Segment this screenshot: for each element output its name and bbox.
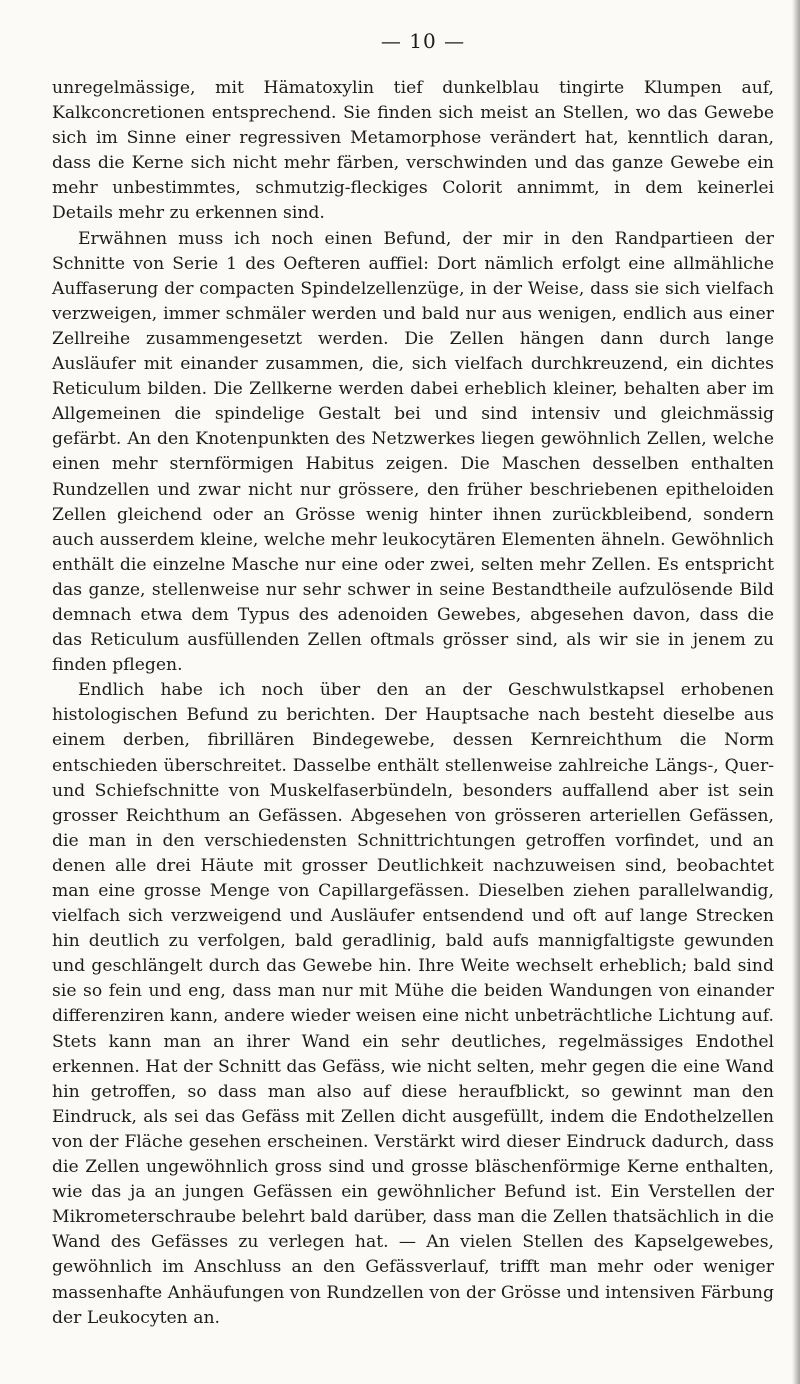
page-edge-shadow bbox=[792, 0, 800, 1384]
book-page bbox=[52, 28, 774, 1331]
paragraph-1: unregelmässige, mit Hämatoxylin tief dunkelblau tingirte Klumpen auf, Kalkconcretionen entsprechend. Sie finden sich meist an Stellen, wo das Gewebe sich im Sinne einer regressiven Metamorphose verändert hat, kenntlich daran, dass die Kerne sich nicht mehr färben, verschwinden und das ganze Gewebe ein mehr unbestimmtes, schmutzig-fleckiges Colorit annimmt, in dem keinerlei Details mehr zu erkennen sind. bbox=[52, 78, 774, 224]
paragraph-3: Endlich habe ich noch über den an der Geschwulstkapsel erhobenen histologischen Befund zu berichten. Der Hauptsache nach besteht dieselbe aus einem derben, fibrillären Bindegewebe, dessen Kernreichthum die Norm entschieden überschreitet. Dasselbe enthält stellenweise zahlreiche Längs-, Quer- und Schiefschnitte von Muskelfaserbündeln, besonders auffallend aber ist sein grosser Reichthum an Gefässen. Abgesehen von grösseren arteriellen Gefässen, die man in den verschiedensten Schnittrichtungen getroffen vorfindet, und an denen alle drei Häute mit grosser Deutlichkeit nachzuweisen sind, beobachtet man eine grosse Menge von Capillargefässen. Dieselben ziehen parallelwandig, vielfach sich verzweigend und Ausläufer entsendend und oft auf lange Strecken hin deutlich zu verfolgen, bald geradlinig, bald aufs mannigfaltigste gewunden und geschlängelt durch das Gewebe hin. Ihre Weite wechselt erheblich; bald sind sie so fein und eng, dass man nur mit Mühe die beiden Wandungen von einander differenziren kann, andere wieder weisen eine nicht unbeträchtliche Lichtung auf. Stets kann man an ihrer Wand ein sehr deutliches, regelmässiges Endothel erkennen. Hat der Schnitt das Gefäss, wie nicht selten, mehr gegen die eine Wand hin getroffen, so dass man also auf diese heraufblickt, so gewinnt man den Eindruck, als sei das Gefäss mit Zellen dicht ausgefüllt, indem die Endothelzellen von der Fläche gesehen erscheinen. Verstärkt wird dieser Eindruck dadurch, dass die Zellen ungewöhnlich gross sind und grosse bläschenförmige Kerne enthalten, wie das ja an jungen Gefässen ein gewöhnlicher Befund ist. Ein Verstellen der Mikrometerschraube belehrt bald darüber, dass man die Zellen thatsächlich in die Wand des Gefässes zu verlegen hat. — An vielen Stellen des Kapselgewebes, gewöhnlich im Anschluss an den Gefässverlauf, trifft man mehr oder weniger massenhafte Anhäufungen von Rundzellen von der Grösse und intensiven Färbung der Leukocyten an. bbox=[52, 680, 774, 1328]
page-number: — 10 — bbox=[380, 29, 466, 53]
body-text bbox=[52, 76, 774, 1331]
paragraph-2: Erwähnen muss ich noch einen Befund, der mir in den Randpartieen der Schnitte von Serie 1 des Oefteren auffiel: Dort nämlich erfolgt eine allmähliche Auffaserung der compacten Spindelzellenzüge, in der Weise, dass sie sich vielfach verzweigen, immer schmäler werden und bald nur aus wenigen, endlich aus einer Zellreihe zusammengesetzt werden. Die Zellen hängen dann durch lange Ausläufer mit einander zusammen, die, sich vielfach durchkreuzend, ein dichtes Reticulum bilden. Die Zellkerne werden dabei erheblich kleiner, behalten aber im Allgemeinen die spindelige Gestalt bei und sind intensiv und gleichmässig gefärbt. An den Knotenpunkten des Netzwerkes liegen gewöhnlich Zellen, welche einen mehr sternförmigen Habitus zeigen. Die Maschen desselben enthalten Rundzellen und zwar nicht nur grössere, den früher beschriebenen epitheloiden Zellen gleichend oder an Grösse wenig hinter ihnen zurückbleibend, sondern auch ausserdem kleine, welche mehr leukocytären Elementen ähneln. Gewöhnlich enthält die einzelne Masche nur eine oder zwei, selten mehr Zellen. Es entspricht das ganze, stellenweise nur sehr schwer in seine Bestandtheile aufzulösende Bild demnach etwa dem Typus des adenoiden Gewebes, abgesehen davon, dass die das Reticulum ausfüllenden Zellen oftmals grösser sind, als wir sie in jenem zu finden pflegen. bbox=[52, 228, 774, 676]
